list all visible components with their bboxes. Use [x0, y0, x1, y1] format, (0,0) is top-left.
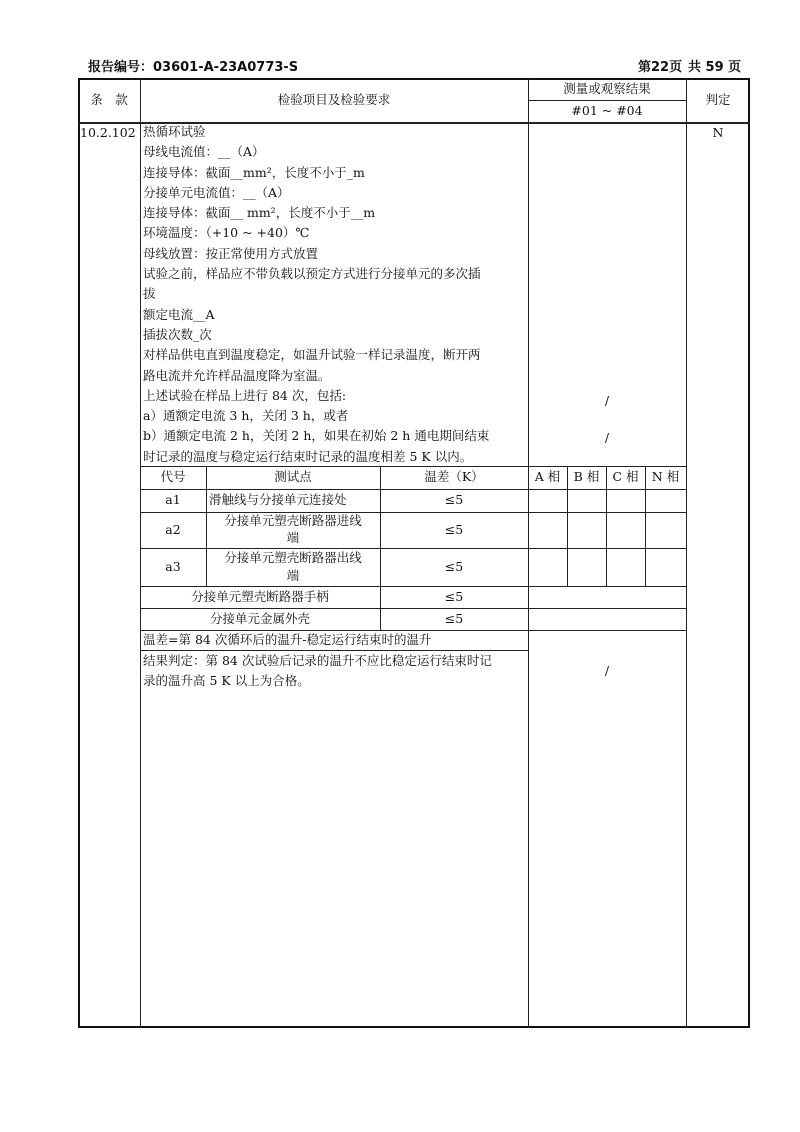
temp-diff-note: 温差=第 84 次循环后的温升-稳定运行结束时的温升 — [143, 632, 432, 647]
test-point-line: 分接单元塑壳断路器出线 — [224, 550, 362, 565]
test-point: 分接单元金属外壳 — [209, 611, 310, 626]
temp-diff: ≤5 — [444, 522, 464, 537]
criteria-line: 录的温升高 5 K 以上为合格。 — [143, 673, 310, 688]
req-line: 插拔次数_次 — [143, 326, 212, 342]
req-line: 连接导体：截面__ mm²，长度不小于__m — [143, 205, 376, 221]
clause-number: 10.2.102 — [80, 125, 136, 140]
report-number: 报告编号：03601-A-23A0773-S — [88, 60, 299, 75]
judgement-criteria — [143, 651, 492, 691]
req-line: 时记录的温度与稳定运行结束时记录的温度相差 5 K 以内。 — [143, 448, 473, 464]
item-header: 检验项目及检验要求 — [277, 92, 391, 107]
test-point-header: 测试点 — [274, 469, 312, 484]
point-code: a2 — [165, 522, 181, 537]
sample-range: #01 ~ #04 — [571, 103, 643, 118]
phase-b-header: B 相 — [573, 469, 600, 484]
req-line: 母线放置：按正常使用方式放置 — [143, 245, 319, 261]
temp-diff: ≤5 — [444, 611, 464, 626]
phase-n-header: N 相 — [651, 469, 680, 484]
test-point — [206, 512, 380, 546]
result-b: / — [604, 430, 610, 445]
page-number: 第22页 — [638, 60, 683, 75]
req-line: 拔 — [143, 286, 156, 302]
requirements-text — [143, 122, 489, 467]
req-line: 试验之前，样品应不带负载以预定方式进行分接单元的多次插 — [143, 266, 481, 282]
req-line: 上述试验在样品上进行 84 次，包括: — [143, 387, 347, 403]
phase-a-header: A 相 — [534, 469, 561, 484]
point-code: a3 — [165, 559, 181, 574]
temp-diff: ≤5 — [444, 559, 464, 574]
clause-header: 条 款 — [90, 92, 128, 107]
temp-diff: ≤5 — [444, 492, 464, 507]
req-line: a）通额定电流 3 h，关闭 3 h，或者 — [143, 408, 349, 424]
req-line: 热循环试验 — [143, 124, 206, 139]
req-line: 路电流并允许样品温度降为室温。 — [143, 367, 331, 383]
result-header: 测量或观察结果 — [563, 81, 651, 96]
judgement-result: / — [604, 663, 610, 678]
verdict-value: N — [712, 125, 724, 140]
req-line: 对样品供电直到温度稳定，如温升试验一样记录温度，断开两 — [143, 347, 481, 363]
req-line: 母线电流值：__（A） — [143, 144, 265, 160]
phase-c-header: C 相 — [612, 469, 639, 484]
req-line: b）通额定电流 2 h，关闭 2 h，如果在初始 2 h 通电期间结束 — [143, 428, 490, 444]
point-code: a1 — [165, 492, 181, 507]
test-point: 滑触线与分接单元连接处 — [209, 492, 347, 507]
page-total: 共 59 页 — [688, 60, 742, 75]
code-header: 代号 — [160, 469, 186, 484]
criteria-line: 结果判定：第 84 次试验后记录的温升不应比稳定运行结束时记 — [143, 653, 492, 668]
req-line: 额定电流__A — [143, 306, 215, 322]
verdict-header: 判定 — [705, 92, 731, 107]
temp-diff-header: 温差（K） — [424, 469, 484, 484]
test-point — [206, 549, 380, 585]
req-line: 环境温度：（+10 ~ +40）℃ — [143, 225, 310, 241]
test-point-line: 分接单元塑壳断路器进线 — [224, 513, 362, 528]
req-line: 分接单元电流值：__（A） — [143, 184, 290, 200]
test-point-line: 端 — [286, 530, 300, 545]
temp-diff: ≤5 — [444, 589, 464, 604]
test-point: 分接单元塑壳断路器手柄 — [191, 589, 329, 604]
req-line: 连接导体：截面__mm²，长度不小于_m — [143, 164, 365, 180]
test-point-line: 端 — [286, 568, 300, 583]
result-a: / — [604, 393, 610, 408]
